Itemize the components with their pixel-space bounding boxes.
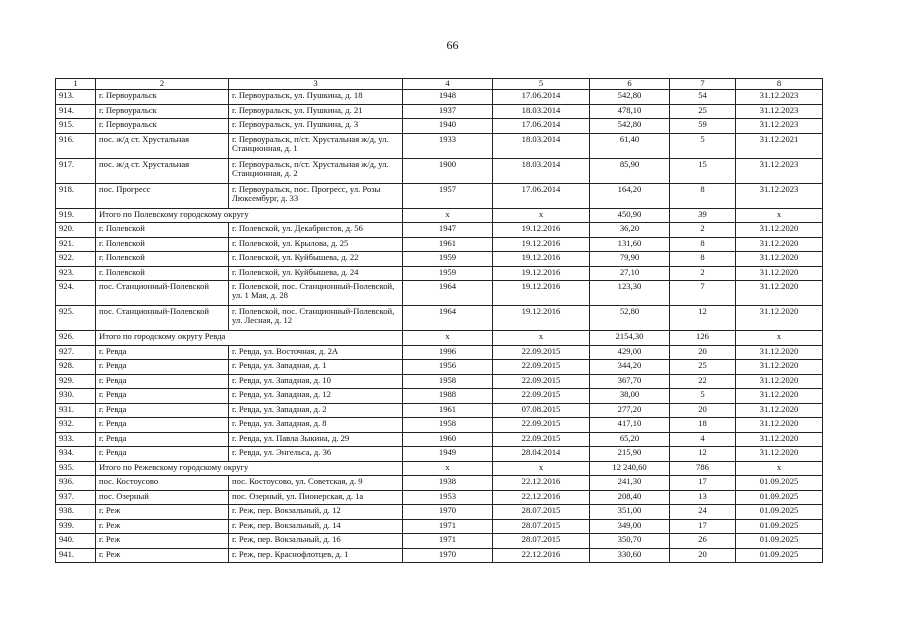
residents-cell: 4 xyxy=(670,432,736,447)
table-row xyxy=(56,183,823,208)
year-cell: 1933 xyxy=(403,133,493,158)
locality-cell: пос. Станционный-Полевской xyxy=(96,281,229,306)
date-cell: х xyxy=(493,461,590,476)
address-cell: г. Реж, пер. Вокзальный, д. 16 xyxy=(229,534,403,549)
year-cell: 1996 xyxy=(403,345,493,360)
table-row xyxy=(56,418,823,433)
locality-cell: г. Полевской xyxy=(96,223,229,238)
row-number-cell: 930. xyxy=(56,389,96,404)
date-cell: 22.12.2016 xyxy=(493,548,590,563)
date-cell: 18.03.2014 xyxy=(493,133,590,158)
row-number-cell: 926. xyxy=(56,331,96,346)
row-number-cell: 914. xyxy=(56,104,96,119)
column-header: 7 xyxy=(670,79,736,90)
year-cell: 1961 xyxy=(403,237,493,252)
year-cell: 1970 xyxy=(403,548,493,563)
date-cell: 19.12.2016 xyxy=(493,281,590,306)
date-cell: 17.06.2014 xyxy=(493,183,590,208)
table-row xyxy=(56,266,823,281)
locality-cell: г. Ревда xyxy=(96,345,229,360)
subtotal-label-cell: Итого по Режевскому городскому округу xyxy=(96,461,403,476)
locality-cell: г. Реж xyxy=(96,548,229,563)
address-cell: пос. Костоусово, ул. Советская, д. 9 xyxy=(229,476,403,491)
area-cell: 349,00 xyxy=(590,519,670,534)
deadline-cell: 31.12.2023 xyxy=(736,158,823,183)
year-cell: 1988 xyxy=(403,389,493,404)
deadline-cell: 31.12.2023 xyxy=(736,104,823,119)
area-cell: 450,90 xyxy=(590,208,670,223)
deadline-cell: 01.09.2025 xyxy=(736,519,823,534)
table-row xyxy=(56,252,823,267)
address-cell: г. Полевской, пос. Станционный-Полевской, ул. 1 Мая, д. 28 xyxy=(229,281,403,306)
address-cell: г. Реж, пер. Краснофлотцев, д. 1 xyxy=(229,548,403,563)
year-cell: 1959 xyxy=(403,252,493,267)
address-cell: г. Первоуральск, ул. Пушкина, д. 18 xyxy=(229,90,403,105)
address-cell: г. Ревда, ул. Западная, д. 12 xyxy=(229,389,403,404)
residents-cell: 17 xyxy=(670,519,736,534)
subtotal-row xyxy=(56,331,823,346)
area-cell: 542,80 xyxy=(590,90,670,105)
deadline-cell: 31.12.2020 xyxy=(736,345,823,360)
year-cell: 1964 xyxy=(403,281,493,306)
table-row xyxy=(56,133,823,158)
area-cell: 131,60 xyxy=(590,237,670,252)
column-number-row xyxy=(56,79,823,90)
residents-cell: 25 xyxy=(670,360,736,375)
residents-cell: 25 xyxy=(670,104,736,119)
address-cell: г. Ревда, ул. Восточная, д. 2А xyxy=(229,345,403,360)
year-cell: 1940 xyxy=(403,119,493,134)
column-header: 1 xyxy=(56,79,96,90)
area-cell: 241,30 xyxy=(590,476,670,491)
area-cell: 351,00 xyxy=(590,505,670,520)
locality-cell: пос. Костоусово xyxy=(96,476,229,491)
year-cell: х xyxy=(403,461,493,476)
residents-cell: 5 xyxy=(670,389,736,404)
row-number-cell: 919. xyxy=(56,208,96,223)
residents-cell: 8 xyxy=(670,183,736,208)
year-cell: 1964 xyxy=(403,306,493,331)
row-number-cell: 937. xyxy=(56,490,96,505)
locality-cell: пос. Станционный-Полевской xyxy=(96,306,229,331)
area-cell: 123,30 xyxy=(590,281,670,306)
column-header: 2 xyxy=(96,79,229,90)
locality-cell: пос. Озерный xyxy=(96,490,229,505)
address-cell: г. Реж, пер. Вокзальный, д. 12 xyxy=(229,505,403,520)
locality-cell: г. Ревда xyxy=(96,360,229,375)
area-cell: 478,10 xyxy=(590,104,670,119)
locality-cell: пос. ж/д ст. Хрустальная xyxy=(96,158,229,183)
table-row xyxy=(56,237,823,252)
table-row xyxy=(56,432,823,447)
date-cell: 17.06.2014 xyxy=(493,119,590,134)
date-cell: х xyxy=(493,331,590,346)
date-cell: 22.09.2015 xyxy=(493,418,590,433)
address-cell: г. Ревда, ул. Западная, д. 8 xyxy=(229,418,403,433)
year-cell: 1957 xyxy=(403,183,493,208)
date-cell: 19.12.2016 xyxy=(493,266,590,281)
date-cell: 22.09.2015 xyxy=(493,345,590,360)
year-cell: 1970 xyxy=(403,505,493,520)
year-cell: 1938 xyxy=(403,476,493,491)
subtotal-row xyxy=(56,461,823,476)
column-header: 3 xyxy=(229,79,403,90)
address-cell: г. Первоуральск, п/ст. Хрустальная ж/д, ул. Станционная, д. 1 xyxy=(229,133,403,158)
residents-cell: 12 xyxy=(670,447,736,462)
date-cell: 22.09.2015 xyxy=(493,360,590,375)
address-cell: г. Полевской, ул. Декабристов, д. 56 xyxy=(229,223,403,238)
area-cell: 52,80 xyxy=(590,306,670,331)
area-cell: 27,10 xyxy=(590,266,670,281)
year-cell: 1960 xyxy=(403,432,493,447)
area-cell: 208,40 xyxy=(590,490,670,505)
address-cell: г. Ревда, ул. Западная, д. 1 xyxy=(229,360,403,375)
address-cell: г. Ревда, ул. Энгельса, д. 36 xyxy=(229,447,403,462)
row-number-cell: 915. xyxy=(56,119,96,134)
date-cell: 28.07.2015 xyxy=(493,519,590,534)
date-cell: 22.12.2016 xyxy=(493,476,590,491)
residents-cell: 26 xyxy=(670,534,736,549)
locality-cell: г. Ревда xyxy=(96,389,229,404)
page-number: 66 xyxy=(446,38,459,52)
residents-cell: 5 xyxy=(670,133,736,158)
residents-cell: 20 xyxy=(670,403,736,418)
deadline-cell: 01.09.2025 xyxy=(736,548,823,563)
date-cell: 22.09.2015 xyxy=(493,374,590,389)
row-number-cell: 940. xyxy=(56,534,96,549)
deadline-cell: 31.12.2020 xyxy=(736,306,823,331)
deadline-cell: 31.12.2020 xyxy=(736,281,823,306)
area-cell: 65,20 xyxy=(590,432,670,447)
deadline-cell: 31.12.2023 xyxy=(736,119,823,134)
year-cell: х xyxy=(403,208,493,223)
area-cell: 215,90 xyxy=(590,447,670,462)
deadline-cell: х xyxy=(736,331,823,346)
row-number-cell: 929. xyxy=(56,374,96,389)
address-cell: г. Полевской, ул. Куйбышева, д. 22 xyxy=(229,252,403,267)
table-row xyxy=(56,548,823,563)
residents-cell: 17 xyxy=(670,476,736,491)
residents-cell: 8 xyxy=(670,237,736,252)
area-cell: 38,00 xyxy=(590,389,670,404)
area-cell: 417,10 xyxy=(590,418,670,433)
table-row xyxy=(56,374,823,389)
deadline-cell: 01.09.2025 xyxy=(736,534,823,549)
residents-cell: 15 xyxy=(670,158,736,183)
deadline-cell: 31.12.2023 xyxy=(736,90,823,105)
locality-cell: г. Ревда xyxy=(96,374,229,389)
residents-cell: 54 xyxy=(670,90,736,105)
date-cell: х xyxy=(493,208,590,223)
year-cell: 1947 xyxy=(403,223,493,238)
residents-cell: 8 xyxy=(670,252,736,267)
row-number-cell: 932. xyxy=(56,418,96,433)
area-cell: 542,80 xyxy=(590,119,670,134)
deadline-cell: 31.12.2020 xyxy=(736,403,823,418)
row-number-cell: 931. xyxy=(56,403,96,418)
table-row xyxy=(56,104,823,119)
table-row xyxy=(56,306,823,331)
residents-cell: 2 xyxy=(670,223,736,238)
date-cell: 22.12.2016 xyxy=(493,490,590,505)
year-cell: 1937 xyxy=(403,104,493,119)
row-number-cell: 918. xyxy=(56,183,96,208)
table-row xyxy=(56,281,823,306)
table-row xyxy=(56,389,823,404)
row-number-cell: 938. xyxy=(56,505,96,520)
deadline-cell: 01.09.2025 xyxy=(736,505,823,520)
locality-cell: г. Первоуральск xyxy=(96,90,229,105)
deadline-cell: 01.09.2025 xyxy=(736,476,823,491)
year-cell: 1959 xyxy=(403,266,493,281)
residents-cell: 13 xyxy=(670,490,736,505)
address-cell: г. Полевской, пос. Станционный-Полевской, ул. Лесная, д. 12 xyxy=(229,306,403,331)
deadline-cell: 31.12.2020 xyxy=(736,252,823,267)
table-row xyxy=(56,158,823,183)
year-cell: 1971 xyxy=(403,519,493,534)
area-cell: 61,40 xyxy=(590,133,670,158)
locality-cell: г. Реж xyxy=(96,534,229,549)
residents-cell: 126 xyxy=(670,331,736,346)
locality-cell: г. Полевской xyxy=(96,266,229,281)
locality-cell: г. Ревда xyxy=(96,447,229,462)
locality-cell: г. Реж xyxy=(96,519,229,534)
deadline-cell: 31.12.2021 xyxy=(736,133,823,158)
date-cell: 22.09.2015 xyxy=(493,432,590,447)
table-row xyxy=(56,119,823,134)
locality-cell: г. Первоуральск xyxy=(96,104,229,119)
deadline-cell: 01.09.2025 xyxy=(736,490,823,505)
area-cell: 367,70 xyxy=(590,374,670,389)
deadline-cell: 31.12.2020 xyxy=(736,447,823,462)
year-cell: х xyxy=(403,331,493,346)
address-cell: г. Первоуральск, ул. Пушкина, д. 21 xyxy=(229,104,403,119)
address-cell: г. Реж, пер. Вокзальный, д. 14 xyxy=(229,519,403,534)
residents-cell: 12 xyxy=(670,306,736,331)
date-cell: 28.04.2014 xyxy=(493,447,590,462)
address-cell: г. Полевской, ул. Куйбышева, д. 24 xyxy=(229,266,403,281)
row-number-cell: 920. xyxy=(56,223,96,238)
table-row xyxy=(56,345,823,360)
subtotal-row xyxy=(56,208,823,223)
date-cell: 18.03.2014 xyxy=(493,158,590,183)
residents-cell: 20 xyxy=(670,345,736,360)
table-row xyxy=(56,476,823,491)
row-number-cell: 935. xyxy=(56,461,96,476)
deadline-cell: 31.12.2023 xyxy=(736,183,823,208)
deadline-cell: 31.12.2020 xyxy=(736,360,823,375)
column-header: 6 xyxy=(590,79,670,90)
date-cell: 19.12.2016 xyxy=(493,237,590,252)
row-number-cell: 925. xyxy=(56,306,96,331)
table-row xyxy=(56,534,823,549)
column-header: 8 xyxy=(736,79,823,90)
area-cell: 79,90 xyxy=(590,252,670,267)
year-cell: 1961 xyxy=(403,403,493,418)
address-cell: г. Ревда, ул. Павла Зыкина, д. 29 xyxy=(229,432,403,447)
table-row xyxy=(56,360,823,375)
deadline-cell: х xyxy=(736,208,823,223)
date-cell: 28.07.2015 xyxy=(493,534,590,549)
address-cell: г. Первоуральск, п/ст. Хрустальная ж/д, ул. Станционная, д. 2 xyxy=(229,158,403,183)
date-cell: 28.07.2015 xyxy=(493,505,590,520)
area-cell: 36,20 xyxy=(590,223,670,238)
address-cell: г. Ревда, ул. Западная, д. 10 xyxy=(229,374,403,389)
residents-cell: 7 xyxy=(670,281,736,306)
area-cell: 85,90 xyxy=(590,158,670,183)
year-cell: 1949 xyxy=(403,447,493,462)
row-number-cell: 916. xyxy=(56,133,96,158)
locality-cell: г. Ревда xyxy=(96,432,229,447)
deadline-cell: 31.12.2020 xyxy=(736,266,823,281)
locality-cell: г. Ревда xyxy=(96,418,229,433)
subtotal-label-cell: Итого по Полевскому городскому округу xyxy=(96,208,403,223)
year-cell: 1958 xyxy=(403,374,493,389)
row-number-cell: 928. xyxy=(56,360,96,375)
area-cell: 350,70 xyxy=(590,534,670,549)
locality-cell: г. Полевской xyxy=(96,237,229,252)
year-cell: 1953 xyxy=(403,490,493,505)
address-cell: пос. Озерный, ул. Пионерская, д. 1а xyxy=(229,490,403,505)
table-row xyxy=(56,403,823,418)
table-row xyxy=(56,90,823,105)
address-cell: г. Первоуральск, пос. Прогресс, ул. Розы Люксембург, д. 33 xyxy=(229,183,403,208)
row-number-cell: 927. xyxy=(56,345,96,360)
year-cell: 1956 xyxy=(403,360,493,375)
row-number-cell: 922. xyxy=(56,252,96,267)
area-cell: 330,60 xyxy=(590,548,670,563)
year-cell: 1958 xyxy=(403,418,493,433)
address-cell: г. Первоуральск, ул. Пушкина, д. 3 xyxy=(229,119,403,134)
area-cell: 12 240,60 xyxy=(590,461,670,476)
row-number-cell: 934. xyxy=(56,447,96,462)
deadline-cell: 31.12.2020 xyxy=(736,432,823,447)
deadline-cell: 31.12.2020 xyxy=(736,237,823,252)
row-number-cell: 917. xyxy=(56,158,96,183)
residents-cell: 786 xyxy=(670,461,736,476)
row-number-cell: 921. xyxy=(56,237,96,252)
address-cell: г. Ревда, ул. Западная, д. 2 xyxy=(229,403,403,418)
year-cell: 1948 xyxy=(403,90,493,105)
table-row xyxy=(56,447,823,462)
date-cell: 19.12.2016 xyxy=(493,306,590,331)
table-row xyxy=(56,505,823,520)
deadline-cell: х xyxy=(736,461,823,476)
date-cell: 18.03.2014 xyxy=(493,104,590,119)
row-number-cell: 924. xyxy=(56,281,96,306)
residents-cell: 39 xyxy=(670,208,736,223)
locality-cell: пос. Прогресс xyxy=(96,183,229,208)
row-number-cell: 923. xyxy=(56,266,96,281)
date-cell: 07.08.2015 xyxy=(493,403,590,418)
table-row xyxy=(56,223,823,238)
locality-cell: г. Реж xyxy=(96,505,229,520)
deadline-cell: 31.12.2020 xyxy=(736,418,823,433)
area-cell: 344,20 xyxy=(590,360,670,375)
residents-cell: 18 xyxy=(670,418,736,433)
area-cell: 429,00 xyxy=(590,345,670,360)
residents-cell: 22 xyxy=(670,374,736,389)
deadline-cell: 31.12.2020 xyxy=(736,389,823,404)
address-cell: г. Полевской, ул. Крылова, д. 25 xyxy=(229,237,403,252)
locality-cell: г. Ревда xyxy=(96,403,229,418)
date-cell: 19.12.2016 xyxy=(493,223,590,238)
subtotal-label-cell: Итого по городскому округу Ревда xyxy=(96,331,403,346)
deadline-cell: 31.12.2020 xyxy=(736,374,823,389)
column-header: 4 xyxy=(403,79,493,90)
year-cell: 1900 xyxy=(403,158,493,183)
housing-table xyxy=(55,78,823,563)
year-cell: 1971 xyxy=(403,534,493,549)
date-cell: 19.12.2016 xyxy=(493,252,590,267)
residents-cell: 2 xyxy=(670,266,736,281)
row-number-cell: 941. xyxy=(56,548,96,563)
row-number-cell: 933. xyxy=(56,432,96,447)
row-number-cell: 913. xyxy=(56,90,96,105)
residents-cell: 59 xyxy=(670,119,736,134)
date-cell: 17.06.2014 xyxy=(493,90,590,105)
date-cell: 22.09.2015 xyxy=(493,389,590,404)
row-number-cell: 936. xyxy=(56,476,96,491)
locality-cell: г. Первоуральск xyxy=(96,119,229,134)
locality-cell: г. Полевской xyxy=(96,252,229,267)
deadline-cell: 31.12.2020 xyxy=(736,223,823,238)
area-cell: 2154,30 xyxy=(590,331,670,346)
locality-cell: пос. ж/д ст. Хрустальная xyxy=(96,133,229,158)
area-cell: 277,20 xyxy=(590,403,670,418)
residents-cell: 20 xyxy=(670,548,736,563)
area-cell: 164,20 xyxy=(590,183,670,208)
row-number-cell: 939. xyxy=(56,519,96,534)
table-row xyxy=(56,519,823,534)
column-header: 5 xyxy=(493,79,590,90)
table-row xyxy=(56,490,823,505)
residents-cell: 24 xyxy=(670,505,736,520)
